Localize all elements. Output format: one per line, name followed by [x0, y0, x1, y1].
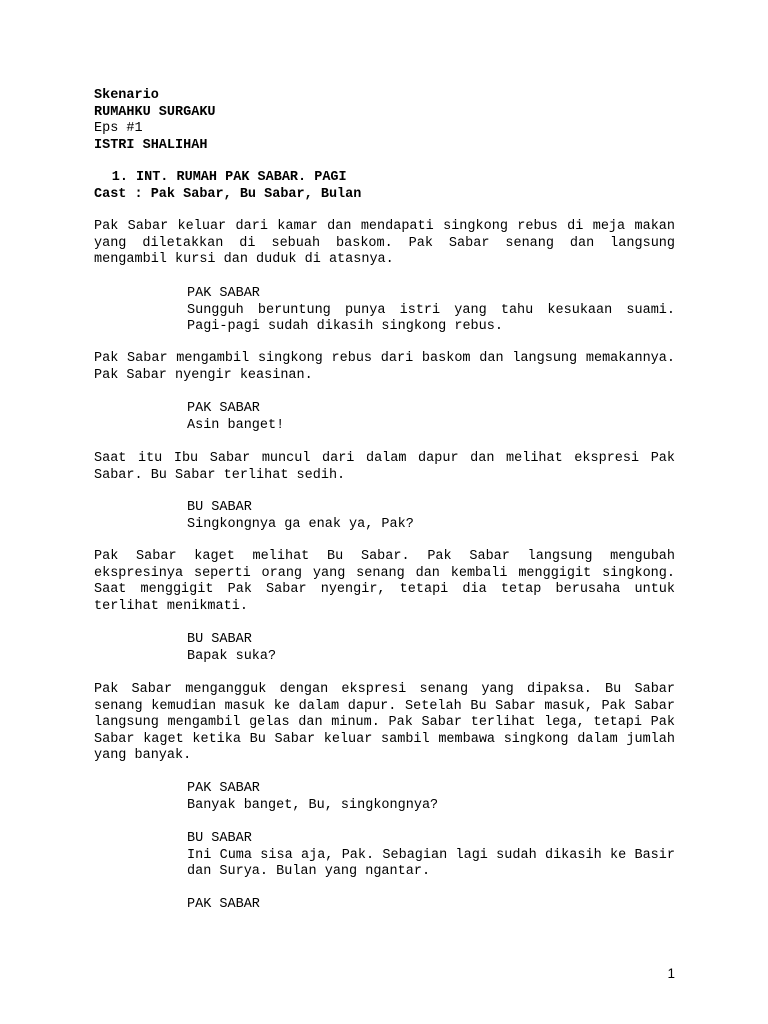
- action-paragraph: Pak Sabar keluar dari kamar dan mendapati singkong rebus di meja makan yang diletakkan di sebuah baskom. Pak Sabar senang dan langsung mengambil kursi dan duduk di atasnya.: [94, 219, 675, 267]
- dialogue-text: Asin banget!: [187, 417, 285, 433]
- dialogue-block: [187, 897, 675, 914]
- page-number: 1: [667, 966, 675, 981]
- character-name: BU SABAR: [187, 632, 252, 647]
- dialogue-block: [187, 831, 675, 881]
- character-name: PAK SABAR: [187, 897, 260, 912]
- scene-heading-text: INT. RUMAH PAK SABAR. PAGI: [136, 170, 347, 185]
- action-paragraph: Pak Sabar mengambil singkong rebus dari baskom dan langsung memakannya. Pak Sabar nyengir keasinan.: [94, 351, 675, 383]
- dialogue-block: [187, 401, 675, 434]
- script-header: [94, 88, 694, 154]
- dialogue-text: Ini Cuma sisa aja, Pak. Sebagian lagi sudah dikasih ke Basir dan Surya. Bulan yang ngantar.: [187, 847, 675, 879]
- character-name: PAK SABAR: [187, 286, 260, 301]
- document-type-label: Skenario: [94, 88, 159, 103]
- character-name: PAK SABAR: [187, 781, 260, 796]
- character-name: PAK SABAR: [187, 401, 260, 416]
- action-paragraph: Pak Sabar mengangguk dengan ekspresi senang yang dipaksa. Bu Sabar senang kemudian masuk ke dalam dapur. Setelah Bu Sabar masuk, Pak Sabar langsung mengambil gelas dan minum. Pak Sabar terlihat lega, tetapi Pak Sabar kaget ketika Bu Sabar keluar sambil membawa singkong dalam jumlah yang banyak.: [94, 682, 675, 763]
- dialogue-text: Sungguh beruntung punya istri yang tahu kesukaan suami. Pagi-pagi sudah dikasih singkong rebus.: [187, 302, 675, 334]
- dialogue-text: Banyak banget, Bu, singkongnya?: [187, 797, 439, 813]
- dialogue-block: [187, 286, 675, 336]
- dialogue-text: Singkongnya ga enak ya, Pak?: [187, 516, 414, 532]
- action-paragraph: Pak Sabar kaget melihat Bu Sabar. Pak Sabar langsung mengubah ekspresinya seperti orang yang senang dan kembali menggigit singkong. Saat menggigit Pak Sabar nyengir, tetapi dia tetap berusaha untuk terlihat menikmati.: [94, 549, 675, 614]
- dialogue-text: Bapak suka?: [187, 648, 277, 664]
- dialogue-block: [187, 500, 675, 533]
- character-name: BU SABAR: [187, 831, 252, 846]
- action-paragraph: Saat itu Ibu Sabar muncul dari dalam dapur dan melihat ekspresi Pak Sabar. Bu Sabar terlihat sedih.: [94, 451, 675, 483]
- episode-title: ISTRI SHALIHAH: [94, 137, 208, 153]
- dialogue-block: [187, 632, 675, 665]
- scene-number: 1.: [111, 170, 128, 185]
- cast-list: Cast : Pak Sabar, Bu Sabar, Bulan: [94, 187, 362, 202]
- character-name: BU SABAR: [187, 500, 252, 515]
- episode-number: Eps #1: [94, 121, 143, 136]
- series-title: RUMAHKU SURGAKU: [94, 104, 216, 120]
- scene-heading: [94, 170, 694, 187]
- dialogue-block: [187, 781, 675, 814]
